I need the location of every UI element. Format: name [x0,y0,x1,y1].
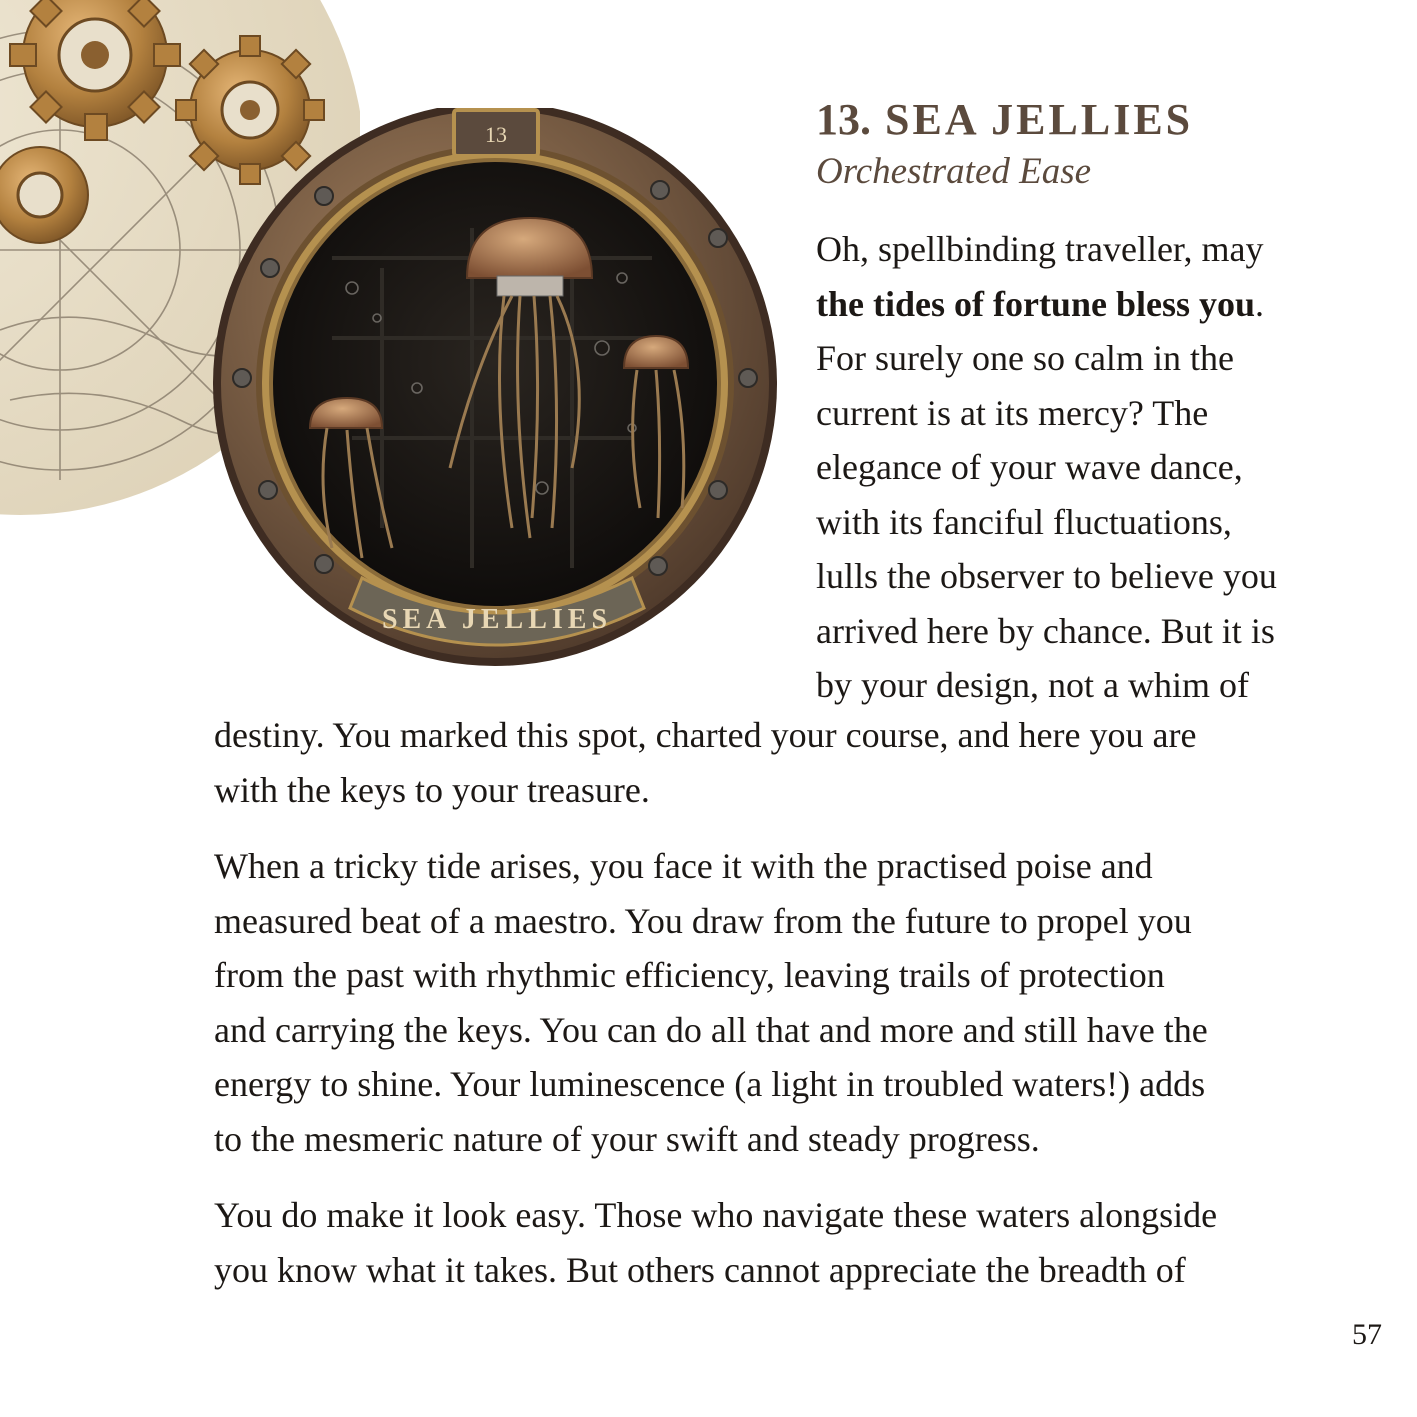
page-number: 57 [1352,1318,1382,1351]
text-line: from the past with rhythmic efficiency, leaving trails of protection [214,955,1165,995]
text-line: the tides of fortune bless you. [816,283,1264,324]
card-number: 13. [816,95,871,144]
card-title [816,92,1193,148]
card-heading [816,92,1193,196]
text-line: with its fanciful fluctuations, [816,501,1232,542]
text-line: For surely one so calm in the [816,338,1234,378]
paragraph [214,839,1354,1166]
intro-text-column [816,222,1336,713]
text-line: you know what it takes. But others cannot appreciate the breadth of [214,1249,1186,1290]
gear-icon [0,147,88,243]
text-line: lulls the observer to believe you [816,556,1277,596]
sea-jellies-card-illustration [212,108,782,668]
emphasis-text: the tides of fortune bless you [816,283,1255,324]
card-plate-number: 13 [485,122,507,147]
text-line: to the mesmeric nature of your swift and steady progress. [214,1118,1040,1159]
card-plate-label: SEA JELLIES [381,604,613,635]
text-line: destiny. You marked this spot, charted your course, and here you are [214,715,1197,755]
text-line: with the keys to your treasure. [214,769,650,810]
card-subtitle: Orchestrated Ease [816,151,1092,192]
text-line: When a tricky tide arises, you face it with the practised poise and [214,846,1153,886]
text-line: energy to shine. Your luminescence (a light in troubled waters!) adds [214,1064,1206,1104]
text-line: current is at its mercy? The [816,392,1209,433]
text-line: and carrying the keys. You can do all that and more and still have the [214,1009,1208,1050]
text-line: measured beat of a maestro. You draw from the future to propel you [214,900,1192,941]
paragraph [214,1188,1354,1297]
text-line: Oh, spellbinding traveller, may [816,229,1264,269]
paragraph [214,708,1354,817]
text-line: You do make it look easy. Those who navigate these waters alongside [214,1195,1218,1235]
card-title-text: SEA JELLIES [885,95,1194,144]
body-text [214,708,1354,1319]
text-line: arrived here by chance. But it is [816,610,1275,651]
text-line: elegance of your wave dance, [816,447,1243,487]
text-line: by your design, not a whim of [816,665,1249,705]
